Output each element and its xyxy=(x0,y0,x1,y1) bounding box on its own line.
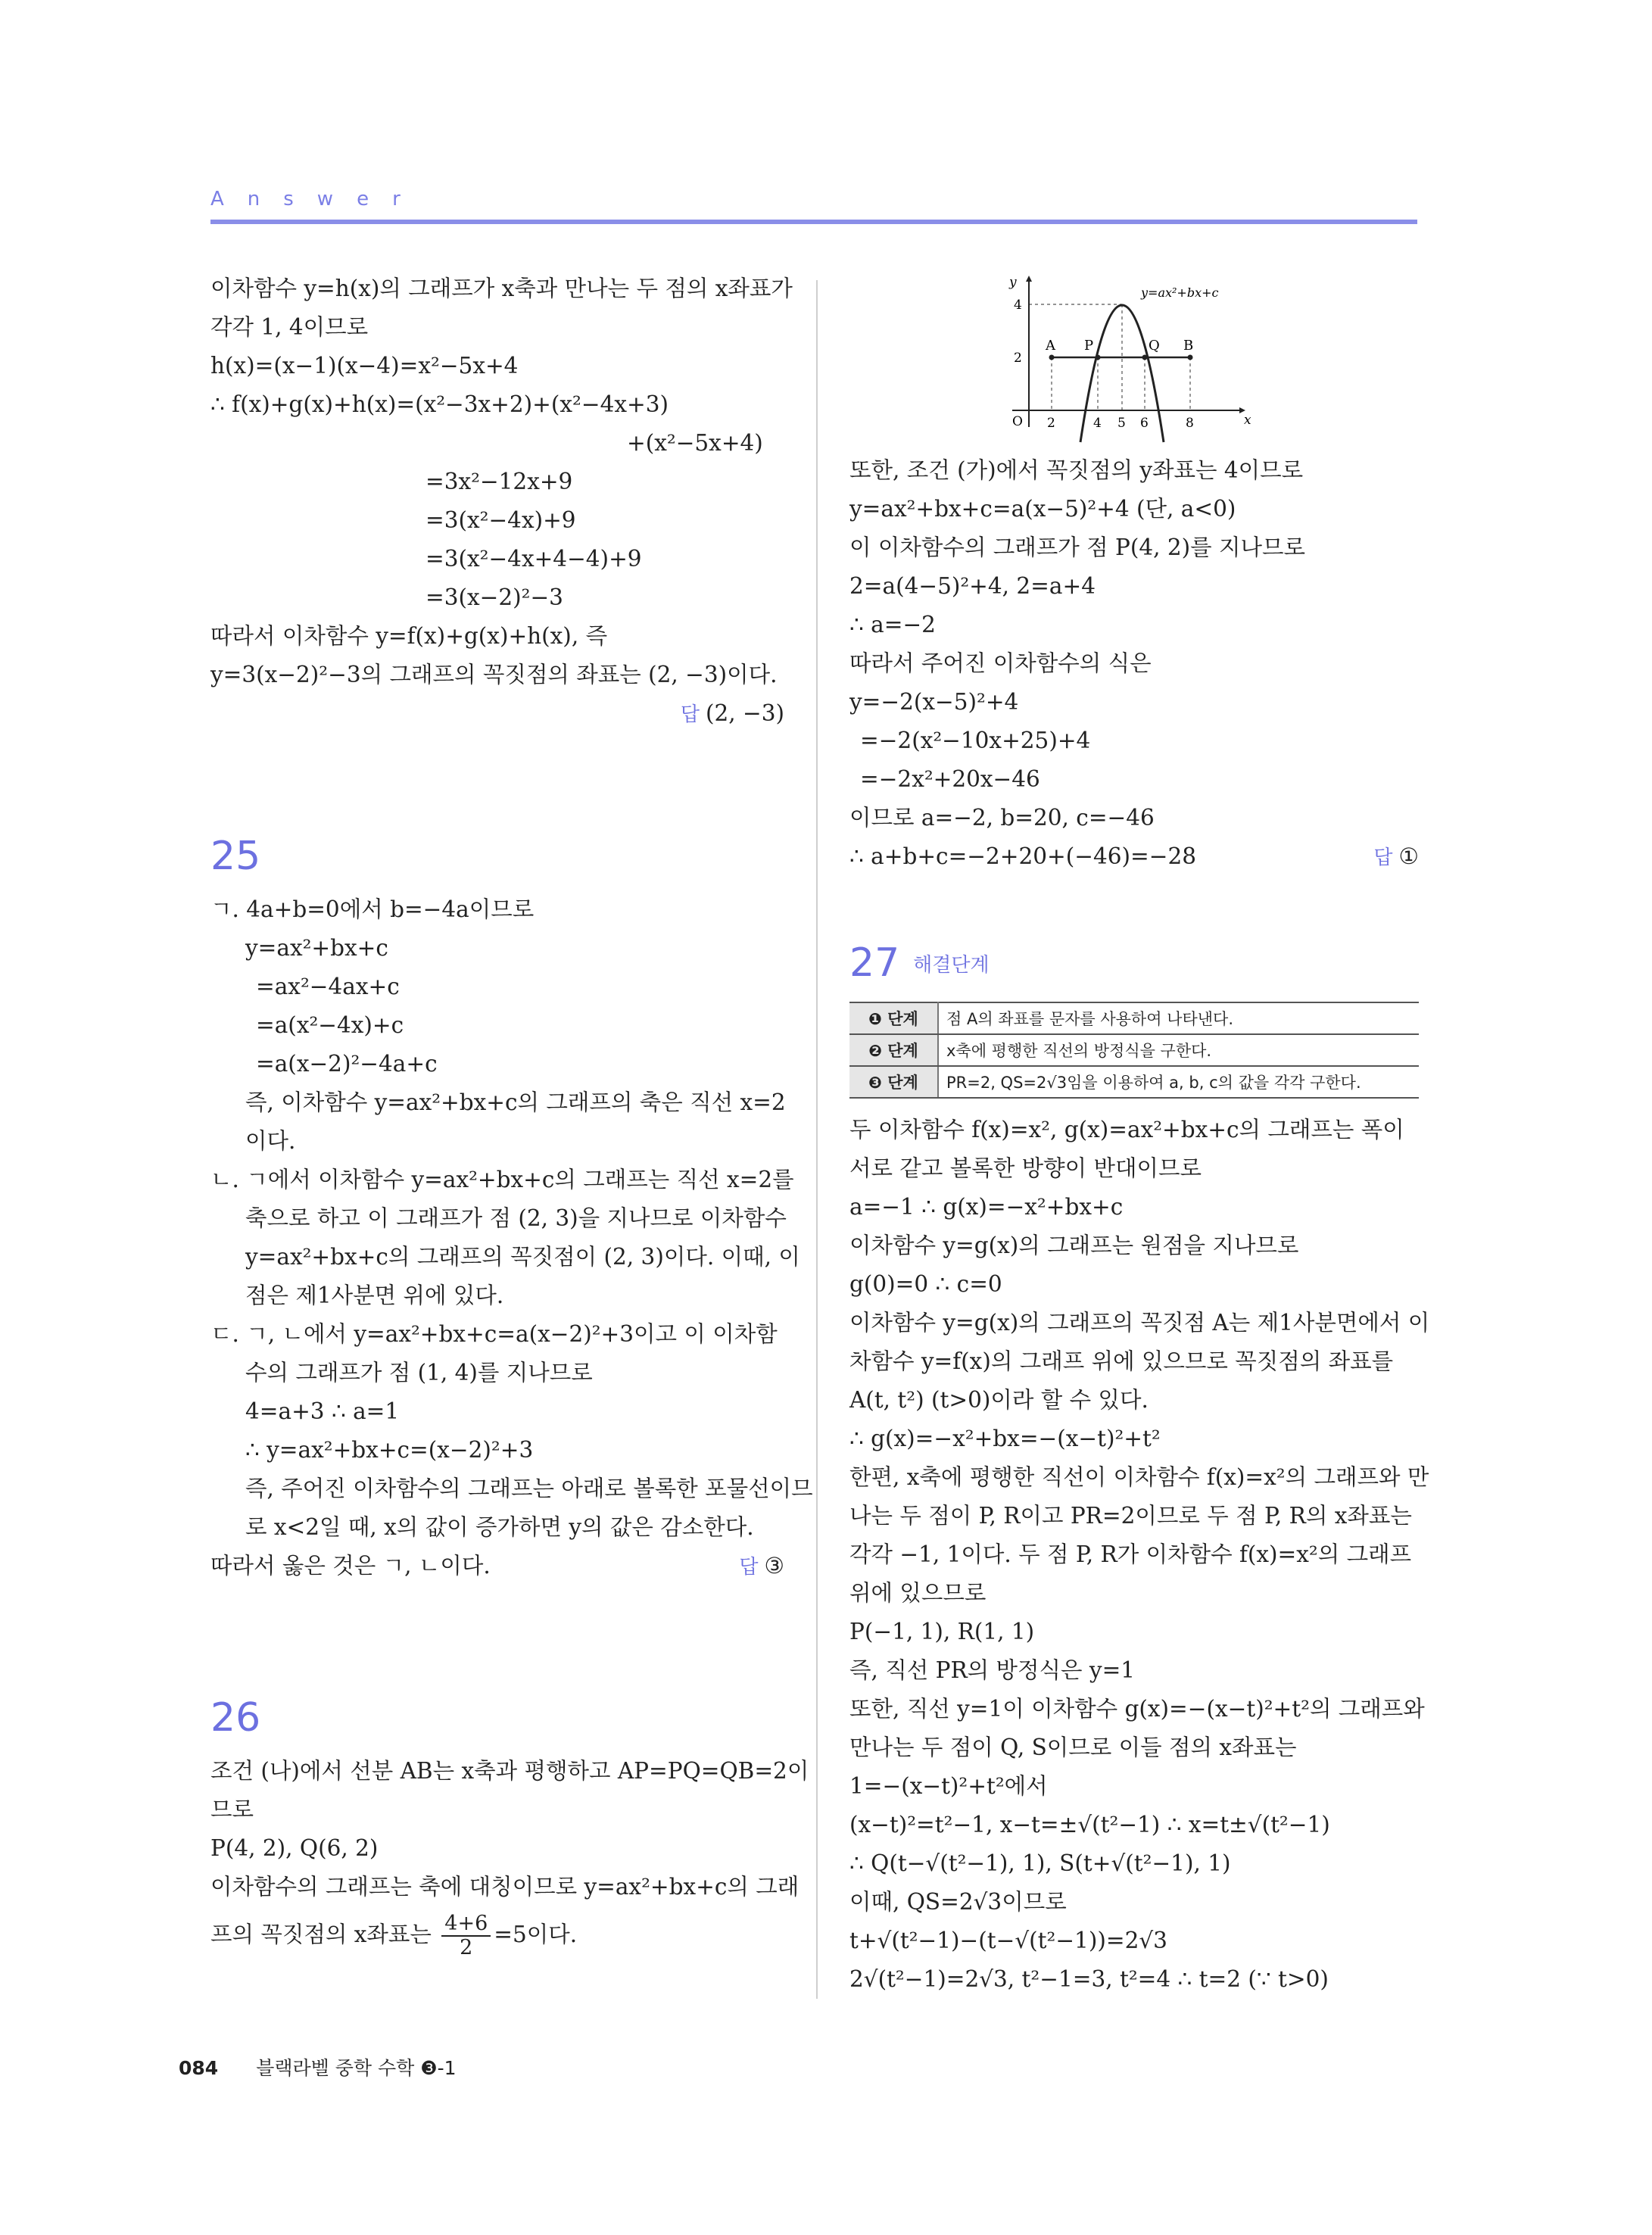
text-line: 이다. xyxy=(245,1128,296,1154)
text-line: a=−1 ∴ g(x)=−x²+bx+c xyxy=(849,1194,1124,1220)
answer-label: 답 xyxy=(1373,846,1393,869)
text-line: =3(x²−4x+4−4)+9 xyxy=(425,546,642,572)
text-line: 로 x<2일 때, x의 값이 증가하면 y의 값은 감소한다. xyxy=(245,1514,754,1540)
text-line: 점은 제1사분면 위에 있다. xyxy=(245,1283,504,1308)
point-p xyxy=(1096,355,1101,360)
step-text: x축에 평행한 직선의 방정식을 구한다. xyxy=(938,1034,1419,1066)
step-text: 점 A의 좌표를 문자를 사용하여 나타낸다. xyxy=(938,1002,1419,1034)
label-q: Q xyxy=(1149,338,1160,354)
x-tick-6: 6 xyxy=(1140,416,1149,431)
text-line: 4=a+3 ∴ a=1 xyxy=(245,1398,400,1424)
conclusion-text: ∴ a+b+c=−2+20+(−46)=−28 xyxy=(849,843,1196,869)
text-line: ∴ y=ax²+bx+c=(x−2)²+3 xyxy=(245,1437,534,1463)
text-line: =3(x−2)²−3 xyxy=(425,584,563,610)
curve-label: y=ax²+bx+c xyxy=(1141,285,1219,300)
fraction xyxy=(441,1912,491,1959)
text-line: 나는 두 점이 P, R이고 PR=2이므로 두 점 P, R의 x좌표는 xyxy=(849,1503,1412,1529)
text-line: 따라서 주어진 이차함수의 식은 xyxy=(849,650,1152,676)
x-tick-4: 4 xyxy=(1093,416,1102,431)
text-line: 2=a(4−5)²+4, 2=a+4 xyxy=(849,573,1096,599)
step-row xyxy=(849,1002,1419,1034)
left-column xyxy=(210,270,813,1962)
text-line: ㄷ. ㄱ, ㄴ에서 y=ax²+bx+c=a(x−2)²+3이고 이 이차함 xyxy=(210,1321,778,1347)
label-a: A xyxy=(1046,338,1055,354)
right-column xyxy=(849,270,1430,1999)
text-line: h(x)=(x−1)(x−4)=x²−5x+4 xyxy=(210,353,519,379)
book-title: 블랙라벨 중학 수학 ❸-1 xyxy=(256,2057,457,2079)
text-line: P(4, 2), Q(6, 2) xyxy=(210,1835,379,1861)
text-line: =a(x²−4x)+c xyxy=(256,1012,404,1038)
text-line: y=ax²+bx+c=a(x−5)²+4 (단, a<0) xyxy=(849,496,1236,522)
text-line: 각각 1, 4이므로 xyxy=(210,314,369,340)
point-b xyxy=(1188,355,1193,360)
text-line: y=3(x−2)²−3의 그래프의 꼭짓점의 좌표는 (2, −3)이다. xyxy=(210,662,778,687)
text-line: 만나는 두 점이 Q, S이므로 이들 점의 x좌표는 xyxy=(849,1735,1297,1760)
text-line: t+√(t²−1)−(t−√(t²−1))=2√3 xyxy=(849,1928,1167,1953)
question-number-text: 27 xyxy=(849,940,900,986)
text-line: P(−1, 1), R(1, 1) xyxy=(849,1619,1035,1644)
x-tick-5: 5 xyxy=(1117,416,1126,431)
text-line: y=ax²+bx+c의 그래프의 꼭짓점이 (2, 3)이다. 이때, 이 xyxy=(245,1244,800,1270)
text-line: g(0)=0 ∴ c=0 xyxy=(849,1271,1002,1297)
text-line: +(x²−5x+4) xyxy=(627,430,763,456)
answer-value: (2, −3) xyxy=(705,700,784,726)
step-text: PR=2, QS=2√3임을 이용하여 a, b, c의 값을 각각 구한다. xyxy=(938,1066,1419,1098)
y-tick-2: 2 xyxy=(1014,351,1022,366)
fraction-numerator: 4+6 xyxy=(441,1912,491,1937)
text-line: 이때, QS=2√3이므로 xyxy=(849,1889,1067,1915)
answer-label: 답 xyxy=(680,703,700,726)
point-a xyxy=(1049,355,1055,360)
page-number: 084 xyxy=(179,2057,219,2079)
text-line xyxy=(210,1906,784,1962)
answer-line xyxy=(210,1547,784,1585)
answer-line xyxy=(849,837,1419,876)
text-line: 이차함수 y=h(x)의 그래프가 x축과 만나는 두 점의 x좌표가 xyxy=(210,276,793,301)
text-line: A(t, t²) (t>0)이라 할 수 있다. xyxy=(849,1387,1149,1413)
conclusion-text: 따라서 옳은 것은 ㄱ, ㄴ이다. xyxy=(210,1553,491,1579)
solution-steps-table xyxy=(849,1002,1419,1099)
answer-label: 답 xyxy=(739,1556,759,1579)
text-line: 므로 xyxy=(210,1797,254,1822)
text-line: 이차함수 y=g(x)의 그래프는 원점을 지나므로 xyxy=(849,1233,1299,1258)
text-line: =ax²−4ax+c xyxy=(256,974,400,999)
y-axis-label: y xyxy=(1009,276,1017,290)
text-line: 이므로 a=−2, b=20, c=−46 xyxy=(849,805,1155,831)
text-line: 차함수 y=f(x)의 그래프 위에 있으므로 꼭짓점의 좌표를 xyxy=(849,1348,1394,1374)
point-q xyxy=(1142,355,1148,360)
text-line: 따라서 이차함수 y=f(x)+g(x)+h(x), 즉 xyxy=(210,623,608,649)
solution-steps-title: 해결단계 xyxy=(913,954,990,977)
text-line: y=−2(x−5)²+4 xyxy=(849,689,1019,715)
answer-value: ③ xyxy=(764,1553,784,1579)
text-line: ∴ g(x)=−x²+bx=−(x−t)²+t² xyxy=(849,1426,1161,1451)
graph-svg xyxy=(997,276,1270,445)
step-row xyxy=(849,1034,1419,1066)
text-line: ㄱ. 4a+b=0에서 b=−4a이므로 xyxy=(210,896,535,922)
text-line: 또한, 직선 y=1이 이차함수 g(x)=−(x−t)²+t²의 그래프와 xyxy=(849,1696,1425,1722)
text-line: 수의 그래프가 점 (1, 4)를 지나므로 xyxy=(245,1360,593,1386)
answer-line xyxy=(210,694,784,733)
text-line: ∴ Q(t−√(t²−1), 1), S(t+√(t²−1), 1) xyxy=(849,1850,1231,1876)
text-line: 이 이차함수의 그래프가 점 P(4, 2)를 지나므로 xyxy=(849,535,1305,560)
text-line: 2√(t²−1)=2√3, t²−1=3, t²=4 ∴ t=2 (∵ t>0) xyxy=(849,1966,1329,1992)
text-line: 즉, 직선 PR의 방정식은 y=1 xyxy=(849,1657,1136,1683)
step-row xyxy=(849,1066,1419,1098)
header-rule xyxy=(210,220,1417,224)
text-line: y=ax²+bx+c xyxy=(245,935,388,961)
parabola-graph xyxy=(849,270,1419,451)
text-line: ∴ a=−2 xyxy=(849,612,936,637)
x-tick-2: 2 xyxy=(1047,416,1055,431)
text-fragment: =5이다. xyxy=(494,1922,578,1947)
label-p: P xyxy=(1084,338,1094,354)
page-footer xyxy=(179,2053,457,2081)
step-label: ❶ 단계 xyxy=(849,1002,938,1034)
text-line: 즉, 주어진 이차함수의 그래프는 아래로 볼록한 포물선이므 xyxy=(245,1476,813,1501)
text-line: =3x²−12x+9 xyxy=(425,469,573,494)
text-line: 즉, 이차함수 y=ax²+bx+c의 그래프의 축은 직선 x=2 xyxy=(245,1089,786,1115)
y-tick-4: 4 xyxy=(1014,298,1022,313)
text-line: 위에 있으므로 xyxy=(849,1580,987,1606)
label-b: B xyxy=(1183,338,1194,354)
origin-label: O xyxy=(1012,414,1023,429)
fraction-denominator: 2 xyxy=(460,1936,473,1959)
text-fragment: 프의 꼭짓점의 x좌표는 xyxy=(210,1922,432,1947)
column-divider xyxy=(816,280,818,1999)
text-line: 서로 같고 볼록한 방향이 반대이므로 xyxy=(849,1155,1202,1181)
text-line: ㄴ. ㄱ에서 이차함수 y=ax²+bx+c의 그래프는 직선 x=2를 xyxy=(210,1167,794,1192)
text-line: =−2x²+20x−46 xyxy=(860,766,1040,792)
text-line: 두 이차함수 f(x)=x², g(x)=ax²+bx+c의 그래프는 폭이 xyxy=(849,1117,1404,1142)
question-number-27 xyxy=(849,929,1419,997)
text-line: =3(x²−4x)+9 xyxy=(425,507,576,533)
text-line: 이차함수 y=g(x)의 그래프의 꼭짓점 A는 제1사분면에서 이 xyxy=(849,1310,1430,1336)
text-line: =a(x−2)²−4a+c xyxy=(256,1051,438,1077)
step-label: ❸ 단계 xyxy=(849,1066,938,1098)
text-line: 한편, x축에 평행한 직선이 이차함수 f(x)=x²의 그래프와 만 xyxy=(849,1464,1429,1490)
x-tick-8: 8 xyxy=(1186,416,1194,431)
text-line: =−2(x²−10x+25)+4 xyxy=(860,728,1091,753)
text-line: 또한, 조건 (가)에서 꼭짓점의 y좌표는 4이므로 xyxy=(849,457,1304,483)
step-label: ❷ 단계 xyxy=(849,1034,938,1066)
text-line: (x−t)²=t²−1, x−t=±√(t²−1) ∴ x=t±√(t²−1) xyxy=(849,1812,1330,1838)
y-axis-arrow xyxy=(1026,276,1032,282)
text-line: 축으로 하고 이 그래프가 점 (2, 3)을 지나므로 이차함수 xyxy=(245,1205,787,1231)
text-line: 1=−(x−t)²+t²에서 xyxy=(849,1773,1048,1799)
text-line: 이차함수의 그래프는 축에 대칭이므로 y=ax²+bx+c의 그래 xyxy=(210,1874,800,1900)
text-line: 각각 −1, 1이다. 두 점 P, R가 이차함수 f(x)=x²의 그래프 xyxy=(849,1541,1412,1567)
x-axis-label: x xyxy=(1244,413,1251,428)
question-number-25: 25 xyxy=(210,834,261,879)
question-number-26: 26 xyxy=(210,1695,261,1741)
text-line: ∴ f(x)+g(x)+h(x)=(x²−3x+2)+(x²−4x+3) xyxy=(210,391,669,417)
answer-value: ① xyxy=(1398,843,1419,869)
text-line: 조건 (나)에서 선분 AB는 x축과 평행하고 AP=PQ=QB=2이 xyxy=(210,1758,809,1784)
section-label: Answer xyxy=(210,188,424,210)
